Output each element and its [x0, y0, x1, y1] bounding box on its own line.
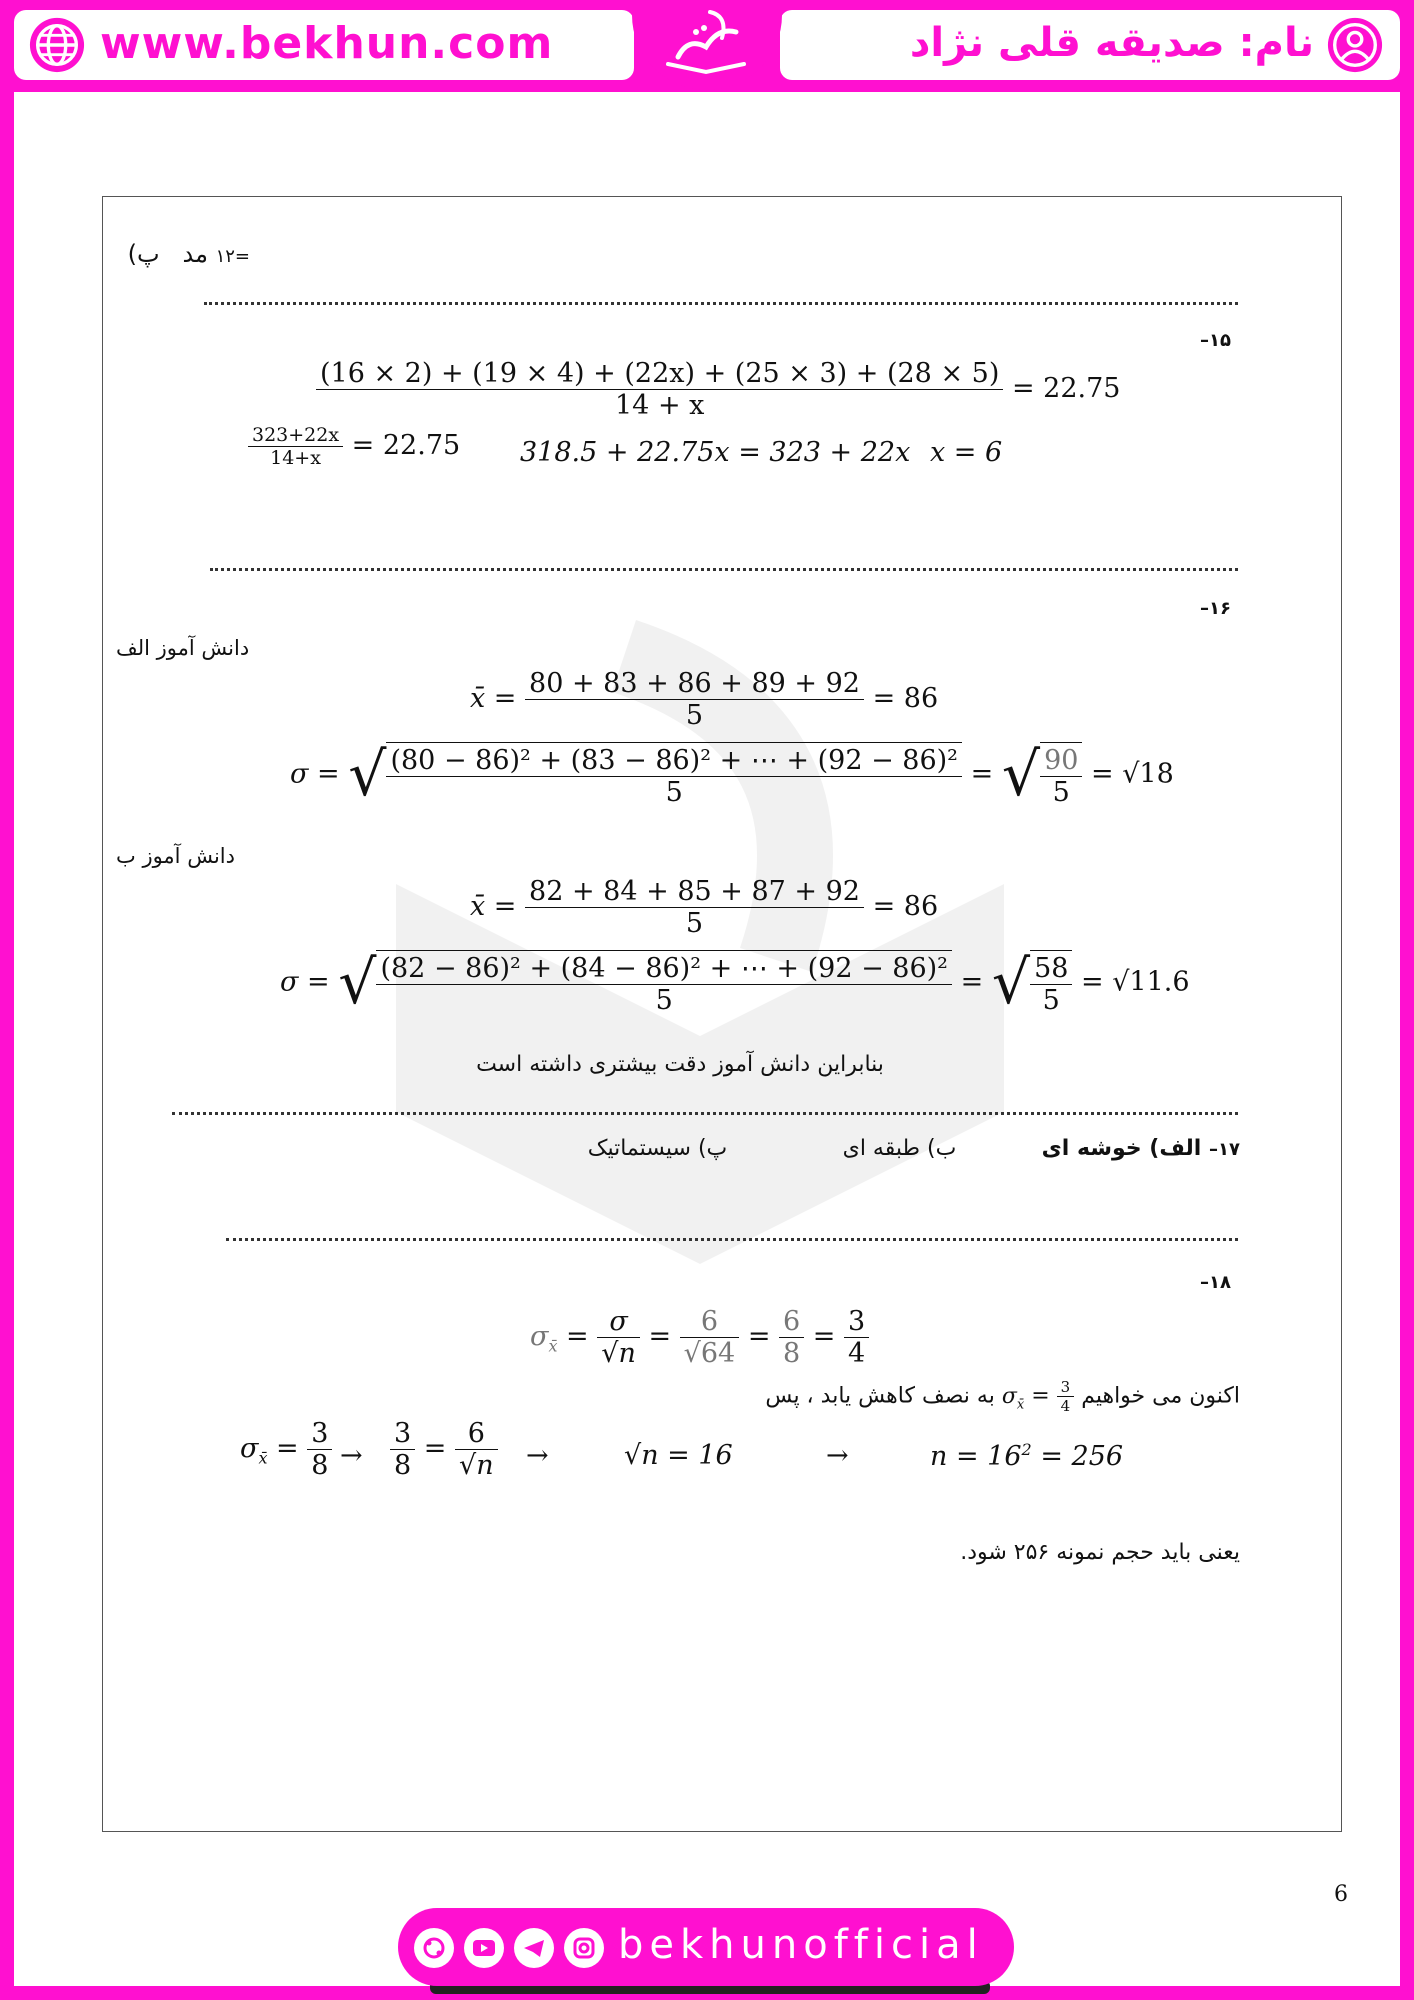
fraction [248, 424, 343, 469]
numerator: 323+22x [248, 424, 343, 447]
rhs: = √18 [1091, 758, 1174, 790]
student-a-label: دانش آموز الف [116, 636, 250, 660]
numerator: 90 [1040, 745, 1082, 777]
fraction [525, 668, 864, 731]
q16-a-sd: σ = √ $\frac{\text{(80 − 86)² + (83 − 86)² + ⋯ + (92 − 86)²}}{5}$ = √ $\frac{90}{5}$ = √18 [290, 740, 1174, 810]
frame-left [0, 0, 14, 2000]
q16-conclusion: بنابراین دانش آموز دقت بیشتری داشته است [476, 1052, 884, 1077]
q18-sentence [660, 1378, 1240, 1415]
sqrt-icon: √ [991, 948, 1031, 1018]
arrow-icon: → [526, 1440, 549, 1471]
sqrt [992, 950, 1073, 1016]
fraction [1040, 745, 1082, 808]
question-number: ۱۶– [1200, 598, 1231, 619]
numerator: 58 [1030, 953, 1072, 985]
q18-eq3d: $n = 16^2 = 256$ [930, 1440, 1124, 1472]
sqrt-icon: √ [338, 948, 377, 1018]
item14-prefix: پ) [127, 240, 160, 268]
frame-right [1400, 0, 1414, 2000]
numerator: 80 + 83 + 86 + 89 + 92 [525, 668, 864, 700]
q15-equation-1 [316, 358, 1120, 421]
numerator: 82 + 84 + 85 + 87 + 92 [525, 876, 864, 908]
fraction [316, 358, 1003, 421]
sentence-pre: اکنون می خواهیم [1081, 1383, 1240, 1409]
sqrt [338, 950, 952, 1016]
lhs: σ = [290, 758, 340, 790]
denominator: 5 [1052, 777, 1070, 808]
item14-partc [110, 240, 250, 268]
sqrt [1002, 742, 1083, 808]
arrow-icon: → [826, 1440, 849, 1471]
q15-equation-2c: x = 6 [930, 437, 1003, 468]
question-number: ۱۷– [1209, 1139, 1240, 1160]
q16-b-mean [470, 876, 938, 939]
globe-icon [28, 16, 86, 74]
divider [226, 1238, 1238, 1241]
user-icon [1326, 16, 1384, 74]
sqrt-icon: √ [348, 740, 387, 810]
lhs: x̄ = [470, 683, 517, 714]
denominator: 5 [665, 777, 683, 808]
q17-option-c: پ) سیستماتیک [587, 1136, 728, 1161]
fraction: $\frac{3}{4}$ [844, 1306, 869, 1369]
q15-equation-2a [248, 424, 460, 469]
fraction: $\frac{6}{√64}$ [680, 1306, 740, 1369]
q18-final: یعنی باید حجم نمونه ۲۵۶ شود. [960, 1540, 1240, 1565]
instagram-icon[interactable] [564, 1928, 604, 1968]
denominator: 5 [1042, 985, 1060, 1016]
denominator: 14+x [270, 447, 321, 469]
fraction [386, 745, 962, 808]
sqrt-icon: √ [1001, 740, 1041, 810]
q18-eq3c: √n = 16 [624, 1440, 733, 1471]
denominator: 5 [655, 985, 673, 1016]
question-number: ۱۵– [1200, 330, 1231, 351]
bekhun-logo-icon [648, 2, 766, 82]
q17-option-a: الف) خوشه ای [1041, 1136, 1202, 1161]
rhs: = √11.6 [1081, 966, 1190, 998]
site-url: www.bekhun.com [100, 18, 554, 69]
q16-a-mean [470, 668, 938, 731]
lhs: x̄ = [470, 891, 517, 922]
social-handle: bekhunofficial [618, 1922, 984, 1968]
youtube-icon[interactable] [464, 1928, 504, 1968]
fraction [376, 953, 952, 1016]
fraction: $\frac{6}{8}$ [779, 1306, 804, 1369]
divider [210, 568, 1238, 571]
arrow-icon: → [340, 1440, 363, 1471]
denominator: 5 [685, 908, 704, 939]
student-name: نام: صدیقه قلی نژاد [909, 20, 1314, 66]
numerator: (82 − 86)² + (84 − 86)² + ⋯ + (92 − 86)² [376, 953, 952, 985]
sentence-post: به نصف کاهش یابد ، پس [765, 1383, 995, 1409]
lhs: σ = [280, 966, 330, 998]
q17-option-b: ب) طبقه ای [842, 1136, 957, 1161]
item14-text: مد [182, 240, 208, 268]
numerator: (16 × 2) + (19 × 4) + (22x) + (25 × 3) + (28 × 5) [316, 358, 1003, 390]
numerator: (80 − 86)² + (83 − 86)² + ⋯ + (92 − 86)² [386, 745, 962, 777]
divider [172, 1112, 1238, 1115]
q18-equation-1: $\sigma_{x̄}$ = $\frac{\sigma}{√n}$ = $\frac{6}{√64}$ = $\frac{6}{8}$ = $\frac{3}{4}$ [530, 1306, 869, 1369]
telegram-icon[interactable] [514, 1928, 554, 1968]
denominator: 14 + x [615, 390, 705, 421]
q16-b-sd: σ = √ $\frac{\text{(82 − 86)² + (84 − 86)² + ⋯ + (92 − 86)²}}{5}$ = √ $\frac{58}{5}$ = √11.6 [280, 948, 1190, 1018]
sentence-math: $\sigma_{x̄}$ = $\frac{3}{4}$ [1002, 1378, 1074, 1415]
q17-row [580, 1136, 1240, 1161]
question-number: ۱۸– [1200, 1272, 1231, 1293]
divider [204, 302, 1238, 305]
rhs: = 86 [872, 891, 939, 922]
page-number: 6 [1334, 1882, 1348, 1907]
rhs: = 86 [872, 683, 939, 714]
q15-equation-2b: 318.5 + 22.75x = 323 + 22x [520, 437, 911, 468]
fraction [525, 876, 864, 939]
denominator: 5 [685, 700, 704, 731]
item14-value: =۱۲ [215, 246, 250, 267]
fraction [1030, 953, 1072, 1016]
q18-eq3a: $\sigma_{x̄}$ = $\frac{3}{8}$ [240, 1418, 332, 1481]
rhs: = 22.75 [1011, 373, 1121, 404]
aparat-icon[interactable] [414, 1928, 454, 1968]
q18-eq3b: $\frac{3}{8}$ = $\frac{6}{√n}$ [390, 1418, 498, 1481]
student-b-label: دانش آموز ب [116, 844, 235, 868]
fraction: $\frac{\sigma}{√n}$ [597, 1306, 640, 1369]
sqrt [348, 742, 962, 808]
rhs: = 22.75 [351, 430, 461, 461]
